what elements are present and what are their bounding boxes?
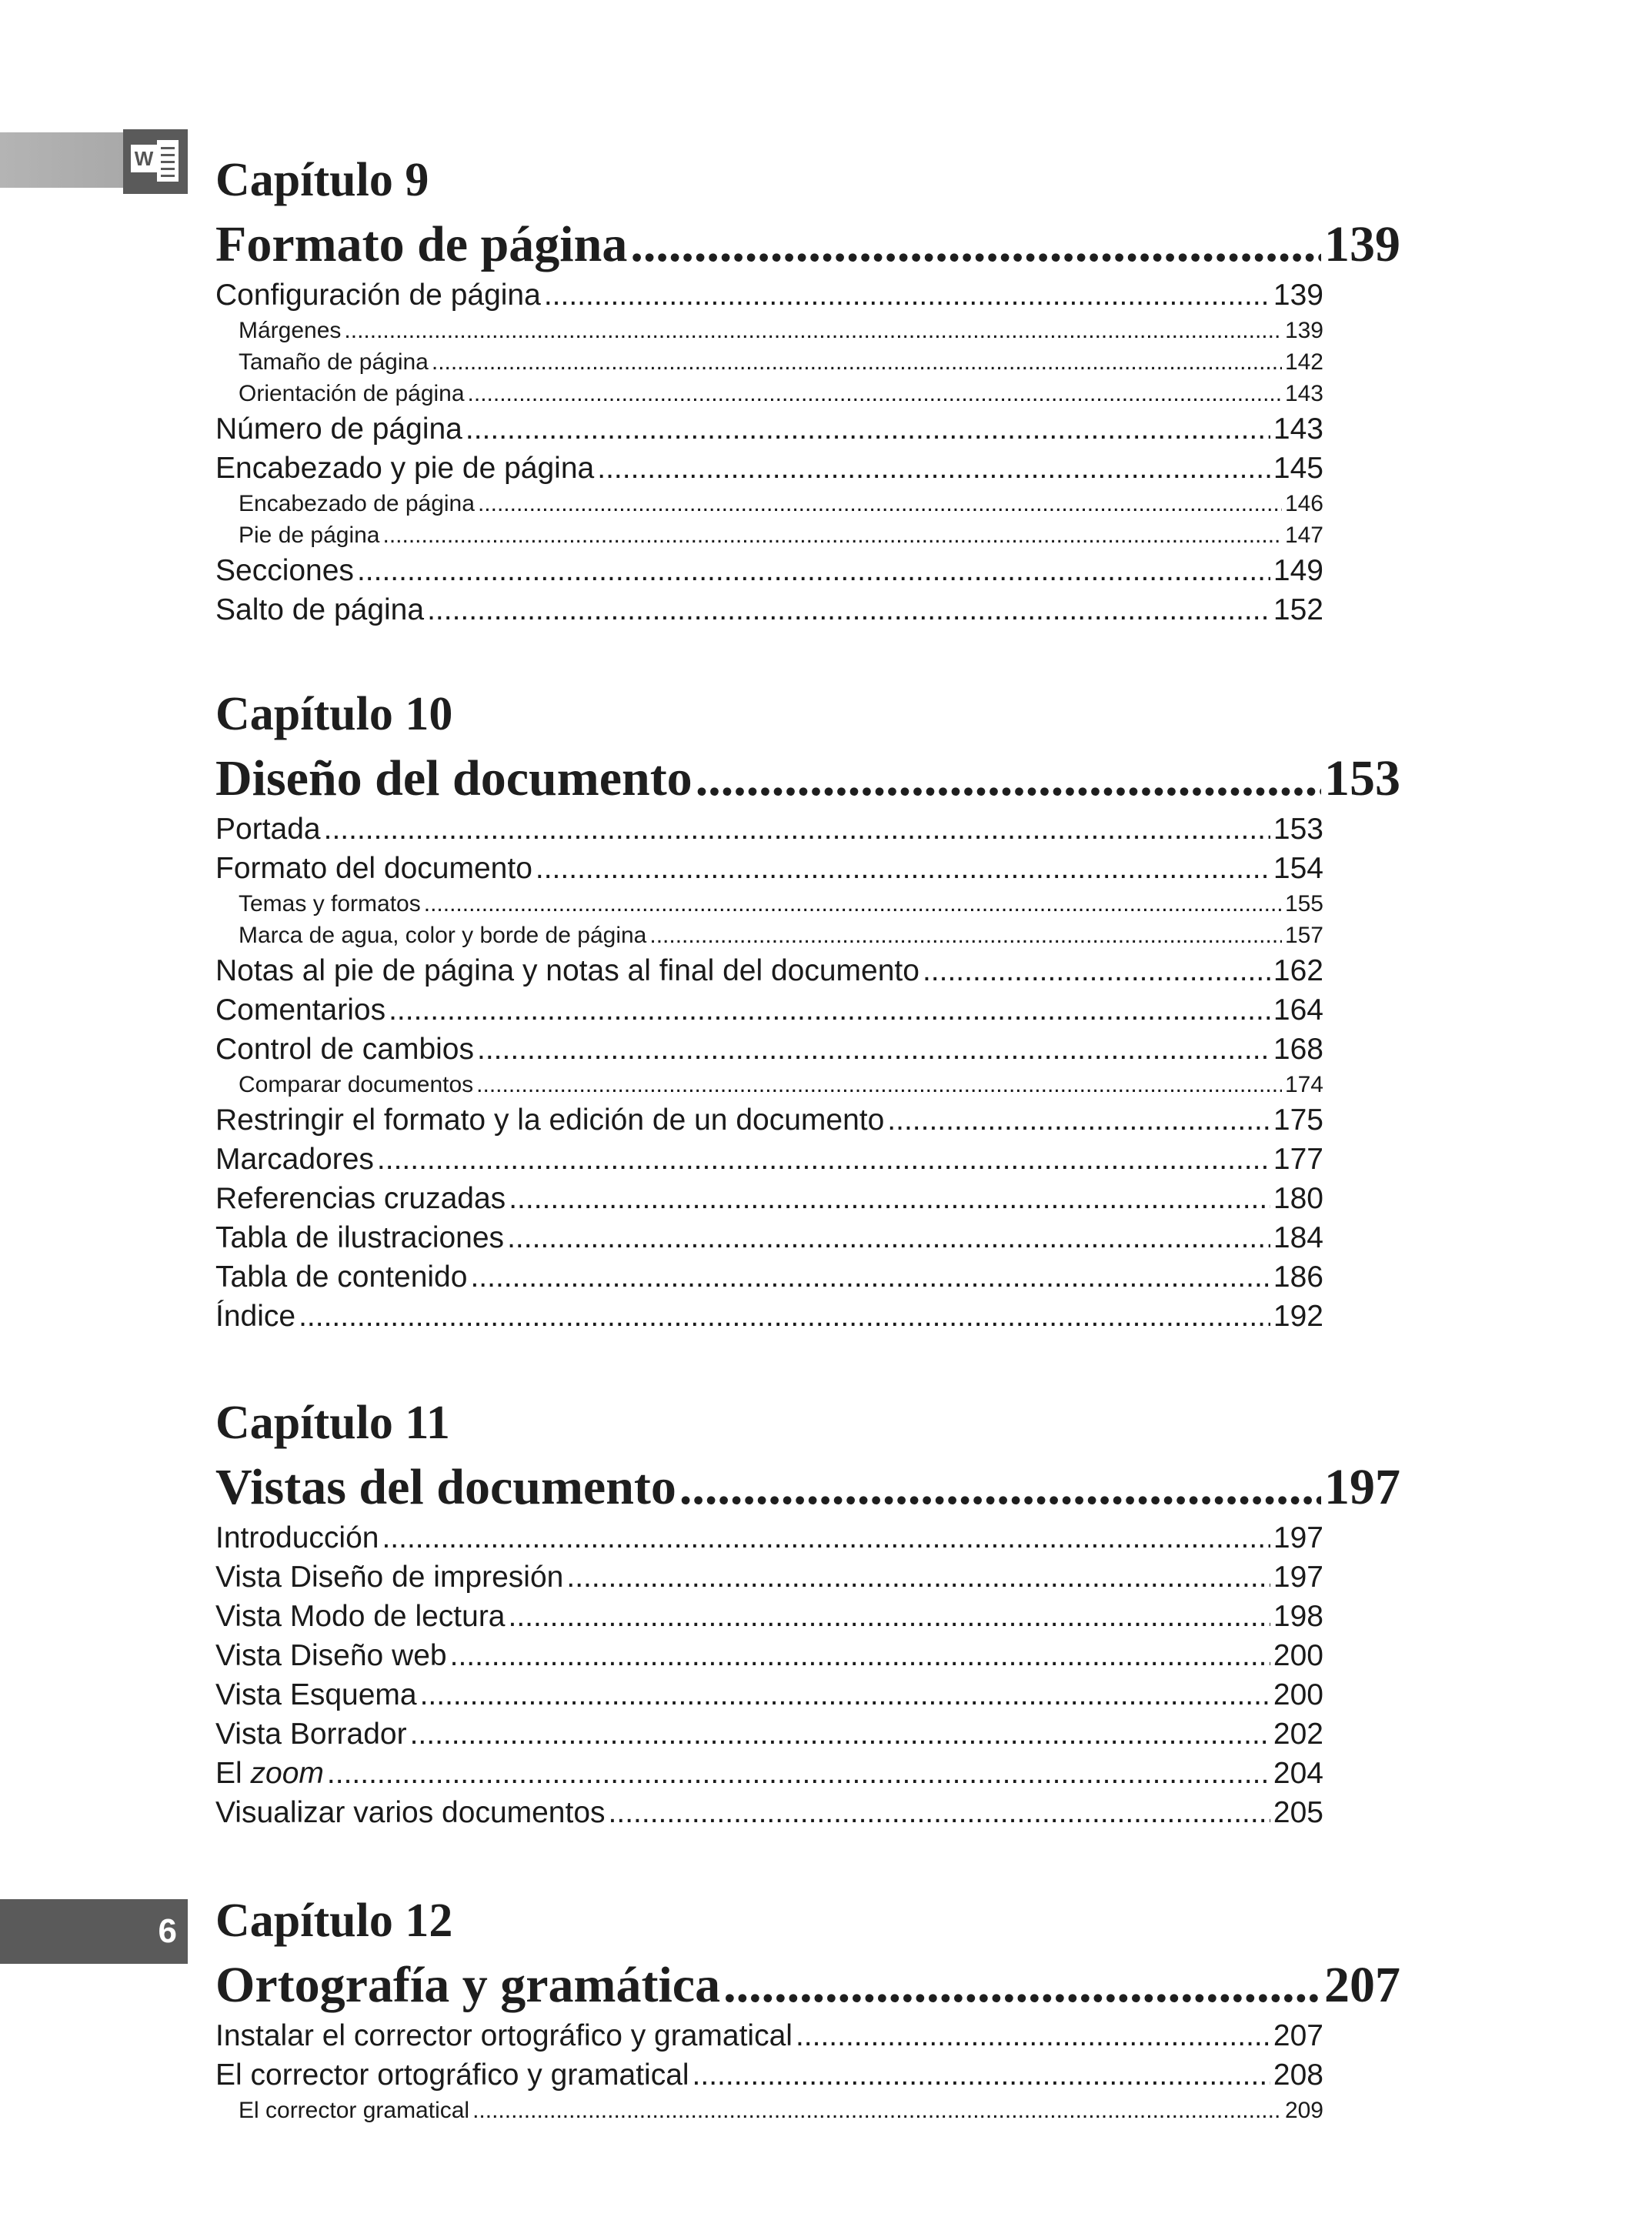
- toc-entry-text: Vista Diseño de impresión: [215, 1561, 564, 1594]
- dot-leader: [427, 590, 1270, 629]
- toc-entry-text: El corrector gramatical: [239, 2098, 470, 2123]
- dot-leader: [382, 1518, 1270, 1558]
- toc-entry-text: Notas al pie de página y notas al final del documento: [215, 954, 919, 987]
- toc-entry-page: 186: [1273, 1260, 1323, 1294]
- dot-leader: [507, 1218, 1270, 1257]
- toc-entry-text: Vista Diseño web: [215, 1639, 447, 1672]
- chapter-title-row: [215, 1457, 1400, 1518]
- toc-entry-page: 139: [1273, 279, 1323, 312]
- toc-entry-title: [239, 346, 429, 378]
- dot-leader: [476, 1069, 1282, 1100]
- dot-leader: [389, 990, 1270, 1030]
- toc-entry-title: [215, 1218, 504, 1257]
- toc-entry-title: [215, 1636, 447, 1675]
- toc-entry-page: 152: [1273, 593, 1323, 626]
- toc-entry-title: [239, 2095, 469, 2126]
- toc-entry[interactable]: [215, 1140, 1323, 1179]
- toc-entry-title: [239, 488, 475, 519]
- dot-leader: [410, 1714, 1270, 1754]
- toc-entry-title: [215, 810, 321, 849]
- toc-entry-text: Encabezado de página: [239, 491, 475, 516]
- toc-entry[interactable]: [215, 519, 1323, 551]
- chapter-page: 207: [1324, 1957, 1400, 2013]
- toc-entry[interactable]: [215, 1597, 1323, 1636]
- toc-entry[interactable]: [215, 1754, 1323, 1793]
- toc-entry-page: 164: [1273, 993, 1323, 1027]
- toc-entry-title: [215, 951, 919, 990]
- toc-entry-page: 142: [1284, 349, 1323, 375]
- toc-entry-page: 208: [1273, 2058, 1323, 2092]
- chapter-title-row: [215, 748, 1400, 810]
- dot-leader: [509, 1179, 1270, 1218]
- dot-leader: [357, 551, 1270, 590]
- toc-entry-title: [215, 1030, 474, 1069]
- toc-entry-page: 143: [1284, 381, 1323, 406]
- header-bar: [0, 132, 123, 188]
- toc-entry-title: [215, 1793, 606, 1832]
- toc-entry-text: Marcadores: [215, 1143, 374, 1176]
- toc-entry-page: 205: [1273, 1796, 1323, 1829]
- toc-entry[interactable]: [215, 810, 1323, 849]
- toc-entry-page: 184: [1273, 1221, 1323, 1254]
- chapter-label: Capítulo 9: [215, 154, 429, 206]
- dot-leader: [468, 378, 1282, 409]
- dot-leader: [432, 346, 1282, 378]
- toc-entry-page: 168: [1273, 1033, 1323, 1066]
- dot-leader: [679, 1457, 1321, 1518]
- dot-leader: [477, 1030, 1270, 1069]
- dot-leader: [630, 214, 1321, 275]
- toc-entry-text: Orientación de página: [239, 381, 465, 406]
- chapter-page: 153: [1324, 750, 1400, 806]
- toc-entry[interactable]: [215, 990, 1323, 1030]
- toc-entry-page: 162: [1273, 954, 1323, 987]
- dot-leader: [887, 1100, 1270, 1140]
- toc-entry-title: [215, 1518, 379, 1558]
- toc-entry-title: [239, 920, 646, 951]
- toc-entry-page: 175: [1273, 1103, 1323, 1137]
- toc-entry-page: 157: [1284, 923, 1323, 948]
- toc-entry-title: [215, 1140, 374, 1179]
- chapter-10: [215, 686, 1400, 1336]
- toc-entry-page: 180: [1273, 1182, 1323, 1215]
- chapter-title: Ortografía y gramática: [215, 1957, 721, 2013]
- dot-leader: [796, 2016, 1270, 2055]
- toc-entry-page: 197: [1273, 1521, 1323, 1554]
- toc-entry-page: 149: [1273, 554, 1323, 587]
- toc-entry[interactable]: [215, 2055, 1323, 2095]
- toc-entry[interactable]: [215, 2095, 1323, 2126]
- toc-entry-text: Referencias cruzadas: [215, 1182, 506, 1215]
- toc-entry-text: Vista Esquema: [215, 1678, 417, 1711]
- toc-entry[interactable]: [215, 1100, 1323, 1140]
- toc-entry-page: 145: [1273, 452, 1323, 485]
- dot-leader: [299, 1297, 1270, 1336]
- toc-entry-title: [215, 990, 385, 1030]
- toc-entry-title: [239, 315, 341, 346]
- chapter-11: [215, 1395, 1400, 1832]
- toc-entry-text: Índice: [215, 1300, 296, 1333]
- toc-entry-title: [215, 1100, 884, 1140]
- toc-entry-title: [215, 1597, 506, 1636]
- toc-entry[interactable]: [215, 1257, 1323, 1297]
- chapter-title: Formato de página: [215, 216, 628, 272]
- toc-entry[interactable]: [215, 849, 1323, 888]
- toc-entry-text: Restringir el formato y la edición de un documento: [215, 1103, 885, 1137]
- chapter-label: Capítulo 11: [215, 1397, 450, 1449]
- dot-leader: [544, 275, 1270, 315]
- toc-entry[interactable]: [215, 315, 1323, 346]
- chapter-page: 139: [1324, 216, 1400, 272]
- toc-entry-page: 198: [1273, 1600, 1323, 1633]
- toc-entry-title: [215, 449, 594, 488]
- toc-entry[interactable]: [215, 551, 1323, 590]
- toc-entry-page: 192: [1273, 1300, 1323, 1333]
- toc-entry-title: [215, 1297, 295, 1336]
- toc-entry[interactable]: [215, 920, 1323, 951]
- dot-leader: [609, 1793, 1270, 1832]
- chapter-title-row: [215, 214, 1400, 275]
- toc-entry-title: [239, 1069, 473, 1100]
- dot-leader: [344, 315, 1282, 346]
- toc-entry-title: [239, 378, 465, 409]
- toc-entry-page: 155: [1284, 891, 1323, 917]
- dot-leader: [478, 488, 1282, 519]
- toc-entry-page: 200: [1273, 1639, 1323, 1672]
- dot-leader: [450, 1636, 1270, 1675]
- dot-leader: [597, 449, 1270, 488]
- toc-entry-italic: zoom: [250, 1757, 324, 1790]
- chapter-page: 197: [1324, 1459, 1400, 1515]
- toc-entry[interactable]: [215, 488, 1323, 519]
- chapter-title-row: [215, 1955, 1400, 2016]
- toc-entry-title: [215, 275, 541, 315]
- toc-entry-text: Instalar el corrector ortográfico y gramatical: [215, 2019, 793, 2052]
- toc-entry-text: Marca de agua, color y borde de página: [239, 923, 647, 948]
- toc-entry-title: [215, 409, 462, 449]
- toc-entry[interactable]: [215, 1714, 1323, 1754]
- toc-entry[interactable]: [215, 1218, 1323, 1257]
- toc-entry-title: [239, 519, 380, 551]
- dot-leader: [324, 810, 1270, 849]
- toc-entry-page: 207: [1273, 2019, 1323, 2052]
- toc-entry-page: 174: [1284, 1072, 1323, 1097]
- dot-leader: [377, 1140, 1270, 1179]
- dot-leader: [536, 849, 1270, 888]
- toc-entry-text: Salto de página: [215, 593, 425, 626]
- toc-entry-title: [215, 551, 354, 590]
- toc-entry[interactable]: [215, 275, 1323, 315]
- toc-entry-title: [239, 888, 421, 920]
- toc-entry-title: [215, 1675, 417, 1714]
- toc-entry-page: 154: [1273, 852, 1323, 885]
- toc-entry[interactable]: [215, 1030, 1323, 1069]
- toc-entry-title: [215, 1714, 407, 1754]
- dot-leader: [470, 1257, 1270, 1297]
- dot-leader: [424, 888, 1282, 920]
- toc-entry-title: [215, 1257, 467, 1297]
- toc-entry-text: Configuración de página: [215, 279, 541, 312]
- toc-entry-page: 204: [1273, 1757, 1323, 1790]
- toc-entry-page: 139: [1284, 318, 1323, 343]
- toc-entry[interactable]: [215, 378, 1323, 409]
- toc-entry-text: Número de página: [215, 412, 462, 446]
- toc-entry-title: [215, 2016, 793, 2055]
- toc-entry-page: 209: [1284, 2098, 1323, 2123]
- toc-entry-text: Comparar documentos: [239, 1072, 474, 1097]
- chapter-9: [215, 152, 1400, 629]
- toc-entry-text: Vista Borrador: [215, 1718, 407, 1751]
- toc-entry[interactable]: [215, 1675, 1323, 1714]
- toc-entry-text: Temas y formatos: [239, 891, 421, 917]
- dot-leader: [723, 1955, 1321, 2016]
- dot-leader: [466, 409, 1270, 449]
- dot-leader: [696, 748, 1321, 810]
- toc-entry-text: Encabezado y pie de página: [215, 452, 595, 485]
- toc-entry[interactable]: [215, 888, 1323, 920]
- dot-leader: [649, 920, 1282, 951]
- toc-entry[interactable]: [215, 449, 1323, 488]
- page-number-tab: 6: [0, 1899, 188, 1964]
- toc-entry-page: 146: [1284, 491, 1323, 516]
- toc-entry-page: 202: [1273, 1718, 1323, 1751]
- toc-entry-text: Vista Modo de lectura: [215, 1600, 506, 1633]
- toc-entry-title: [215, 590, 424, 629]
- toc-entry[interactable]: [215, 409, 1323, 449]
- toc-entry-text: El: [215, 1757, 242, 1790]
- dot-leader: [693, 2055, 1270, 2095]
- toc-entry-text: Tabla de ilustraciones: [215, 1221, 505, 1254]
- toc-entry-text: El corrector ortográfico y gramatical: [215, 2058, 689, 2092]
- dot-leader: [420, 1675, 1270, 1714]
- toc-entry[interactable]: [215, 1297, 1323, 1336]
- toc-entry[interactable]: [215, 1069, 1323, 1100]
- chapter-title: Diseño del documento: [215, 750, 693, 806]
- toc-entry[interactable]: [215, 590, 1323, 629]
- toc-entry-page: 200: [1273, 1678, 1323, 1711]
- toc-entry-page: 197: [1273, 1561, 1323, 1594]
- chapter-12: [215, 1893, 1400, 2126]
- toc-entry-text: Control de cambios: [215, 1033, 474, 1066]
- toc-entry[interactable]: [215, 2016, 1323, 2055]
- toc-entry-text: Visualizar varios documentos: [215, 1796, 606, 1829]
- toc-entry[interactable]: [215, 951, 1323, 990]
- toc-entry[interactable]: [215, 1518, 1323, 1558]
- chapter-label: Capítulo 12: [215, 1895, 453, 1947]
- dot-leader: [327, 1754, 1270, 1793]
- chapter-title: Vistas del documento: [215, 1459, 676, 1515]
- toc-entry-text: Tabla de contenido: [215, 1260, 468, 1294]
- toc-entry-title: [215, 1754, 324, 1793]
- toc-entry-title: [215, 1179, 506, 1218]
- dot-leader: [566, 1558, 1270, 1597]
- toc-entry[interactable]: [215, 1558, 1323, 1597]
- toc-entry-text: Introducción: [215, 1521, 379, 1554]
- toc-entry-text: Formato del documento: [215, 852, 532, 885]
- toc-entry-title: [215, 1558, 563, 1597]
- toc-entry-page: 143: [1273, 412, 1323, 446]
- dot-leader: [509, 1597, 1270, 1636]
- toc-entry-text: Márgenes: [239, 318, 342, 343]
- toc-entry-text: Portada: [215, 813, 321, 846]
- toc-entry[interactable]: [215, 1636, 1323, 1675]
- toc-entry-page: 153: [1273, 813, 1323, 846]
- toc-entry-text: Tamaño de página: [239, 349, 429, 375]
- toc-entry-text: Comentarios: [215, 993, 386, 1027]
- chapter-label: Capítulo 10: [215, 688, 453, 740]
- dot-leader: [472, 2095, 1282, 2126]
- toc-entry-page: 147: [1284, 523, 1323, 548]
- toc-entry-text: Pie de página: [239, 523, 380, 548]
- toc-entry[interactable]: [215, 1179, 1323, 1218]
- toc-entry-page: 177: [1273, 1143, 1323, 1176]
- dot-leader: [923, 951, 1270, 990]
- toc-entry-text: Secciones: [215, 554, 354, 587]
- toc-entry-title: [215, 2055, 689, 2095]
- toc-entry[interactable]: [215, 1793, 1323, 1832]
- toc-entry[interactable]: [215, 346, 1323, 378]
- word-app-icon: W: [123, 129, 188, 194]
- toc-entry-title: [215, 849, 532, 888]
- dot-leader: [383, 519, 1282, 551]
